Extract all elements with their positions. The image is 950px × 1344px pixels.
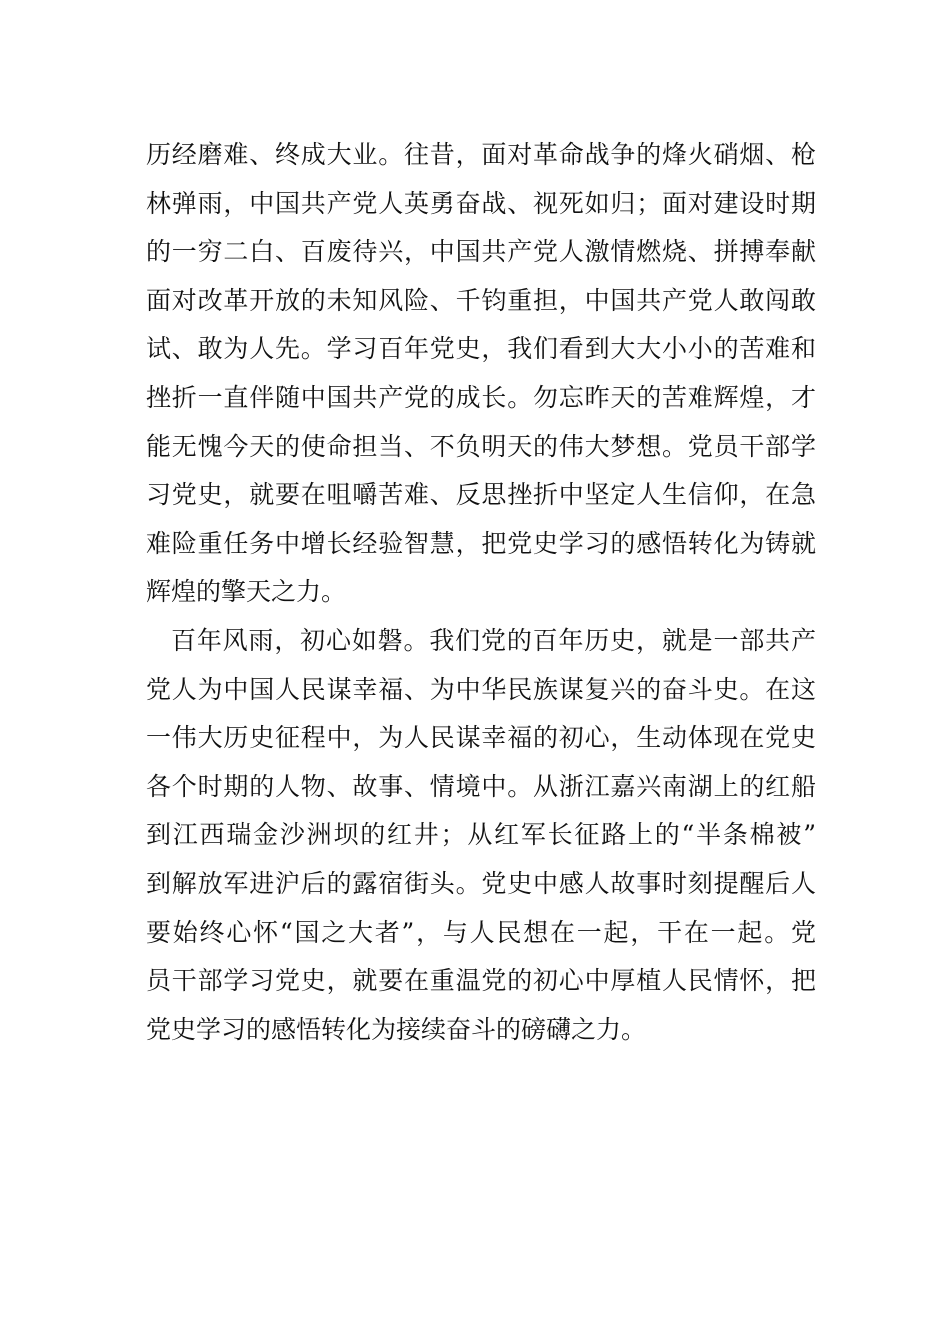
text-line: 历经磨难、终成大业。往昔，面对革命战争的烽火硝烟、枪 xyxy=(146,140,816,169)
text-line: 要始终心怀“国之大者”，与人民想在一起，干在一起。党 xyxy=(146,917,816,947)
text-line: 百年风雨，初心如磐。我们党的百年历史，就是一部共产 xyxy=(171,625,816,655)
text-line: 党史学习的感悟转化为接续奋斗的磅礴之力。 xyxy=(146,1014,647,1044)
text-line: 到江西瑞金沙洲坝的红井；从红军长征路上的“半条棉被” xyxy=(146,820,816,850)
text-line: 挫折一直伴随中国共产党的成长。勿忘昨天的苦难辉煌，才 xyxy=(146,382,816,412)
text-line: 试、敢为人先。学习百年党史，我们看到大大小小的苦难和 xyxy=(146,334,816,364)
text-line: 能无愧今天的使命担当、不负明天的伟大梦想。党员干部学 xyxy=(146,431,816,461)
text-line: 员干部学习党史，就要在重温党的初心中厚植人民情怀，把 xyxy=(146,966,816,996)
text-line: 辉煌的擎天之力。 xyxy=(146,577,347,607)
text-line: 各个时期的人物、故事、情境中。从浙江嘉兴南湖上的红船 xyxy=(146,771,816,801)
text-line: 一伟大历史征程中，为人民谋幸福的初心，生动体现在党史 xyxy=(146,723,816,753)
text-line: 面对改革开放的未知风险、千钧重担，中国共产党人敢闯敢 xyxy=(146,285,816,315)
paragraph-2 xyxy=(146,617,816,1054)
text-line: 林弹雨，中国共产党人英勇奋战、视死如归；面对建设时期 xyxy=(146,188,816,218)
text-line: 难险重任务中增长经验智慧，把党史学习的感悟转化为铸就 xyxy=(146,528,816,558)
text-line: 党人为中国人民谋幸福、为中华民族谋复兴的奋斗史。在这 xyxy=(146,674,816,704)
paragraph-1 xyxy=(146,131,816,617)
body-text xyxy=(146,131,816,1054)
text-line: 到解放军进沪后的露宿街头。党史中感人故事时刻提醒后人 xyxy=(146,868,816,898)
text-line: 习党史，就要在咀嚼苦难、反思挫折中坚定人生信仰，在急 xyxy=(146,480,816,510)
text-line: 的一穷二白、百废待兴，中国共产党人激情燃烧、拼搏奉献 xyxy=(146,237,816,267)
